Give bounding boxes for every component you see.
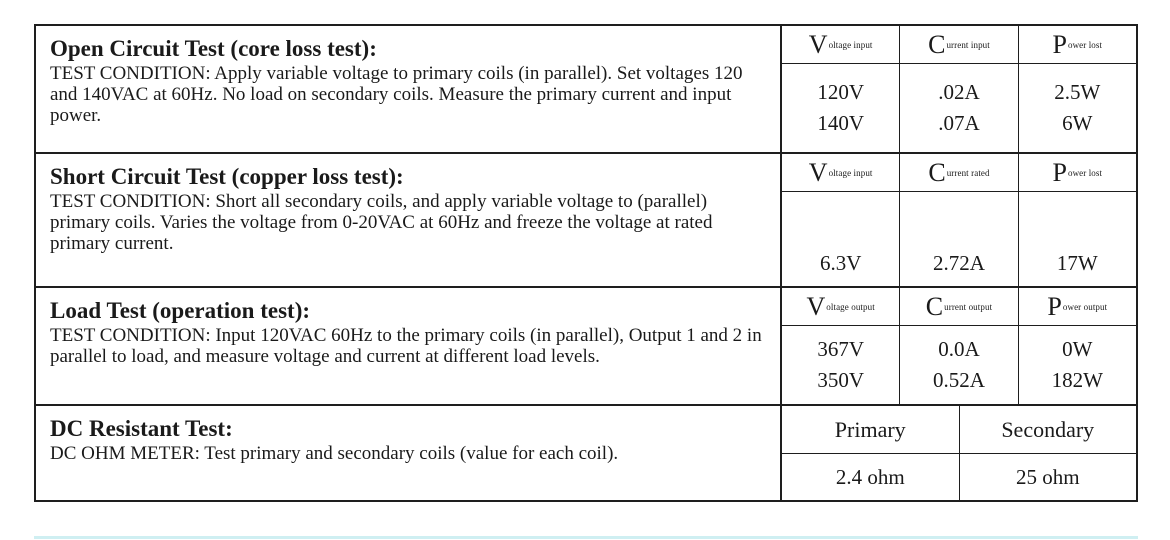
current-values: .02A .07A [899, 64, 1017, 152]
measurement-row [782, 326, 1136, 404]
measurement-values [782, 26, 1136, 152]
voltage-values: 120V 140V [817, 80, 864, 135]
current-values: 2.72A [899, 192, 1017, 286]
primary-header: Primary [834, 416, 906, 442]
voltage-values: 6.3V [819, 251, 862, 275]
measurement-header [782, 26, 1136, 64]
test-description [36, 406, 782, 500]
measurement-values [782, 406, 1136, 500]
open-circuit-row [36, 26, 1136, 154]
test-condition: DC OHM METER: Test primary and secondary coils (value for each coil). [50, 443, 619, 464]
power-values: 0W 182W [1018, 326, 1136, 404]
dc-resistant-row [36, 406, 1136, 500]
measurement-values [782, 154, 1136, 286]
current-header: C urrent output [899, 288, 1017, 325]
test-description [36, 26, 782, 152]
primary-value: 2.4 ohm [835, 464, 905, 489]
test-results-table [34, 24, 1138, 502]
secondary-header: Secondary [959, 406, 1137, 453]
measurement-row [782, 192, 1136, 286]
test-condition: TEST CONDITION: Short all secondary coils, and apply variable voltage to (parallel) primary coils. Varies the voltage from 0-20VAC at 60Hz and freeze the voltage at rated primary current. [50, 191, 713, 254]
secondary-value: 25 ohm [959, 454, 1137, 500]
test-condition: TEST CONDITION: Apply variable voltage to primary coils (in parallel). Set voltages 120 and 140VAC at 60Hz. No load on secondary coils. Measure the primary current and input power. [50, 63, 743, 126]
test-title: Load Test (operation test): [50, 298, 311, 323]
short-circuit-row [36, 154, 1136, 288]
measurement-header [782, 406, 1136, 454]
voltage-header: V oltage input [808, 157, 873, 187]
measurement-values [782, 288, 1136, 404]
measurement-row [782, 64, 1136, 152]
divider [34, 536, 1138, 539]
voltage-header: V oltage output [806, 291, 875, 321]
measurement-row [782, 454, 1136, 500]
power-header: P ower output [1018, 288, 1136, 325]
current-header: C urrent input [899, 26, 1017, 63]
test-title: Short Circuit Test (copper loss test): [50, 164, 404, 189]
load-test-row [36, 288, 1136, 406]
voltage-header: V oltage input [808, 29, 873, 59]
current-values: 0.0A 0.52A [899, 326, 1017, 404]
test-title: Open Circuit Test (core loss test): [50, 36, 377, 61]
test-condition: TEST CONDITION: Input 120VAC 60Hz to the primary coils (in parallel), Output 1 and 2 in parallel to load, and measure voltage and current at different load levels. [50, 325, 762, 367]
current-header: C urrent rated [899, 154, 1017, 191]
test-description [36, 154, 782, 286]
power-values: 2.5W 6W [1018, 64, 1136, 152]
power-values: 17W [1018, 192, 1136, 286]
test-description [36, 288, 782, 404]
voltage-values: 367V 350V [817, 337, 864, 392]
power-header: P ower lost [1018, 154, 1136, 191]
test-title: DC Resistant Test: [50, 416, 233, 441]
measurement-header [782, 288, 1136, 326]
power-header: P ower lost [1018, 26, 1136, 63]
measurement-header [782, 154, 1136, 192]
